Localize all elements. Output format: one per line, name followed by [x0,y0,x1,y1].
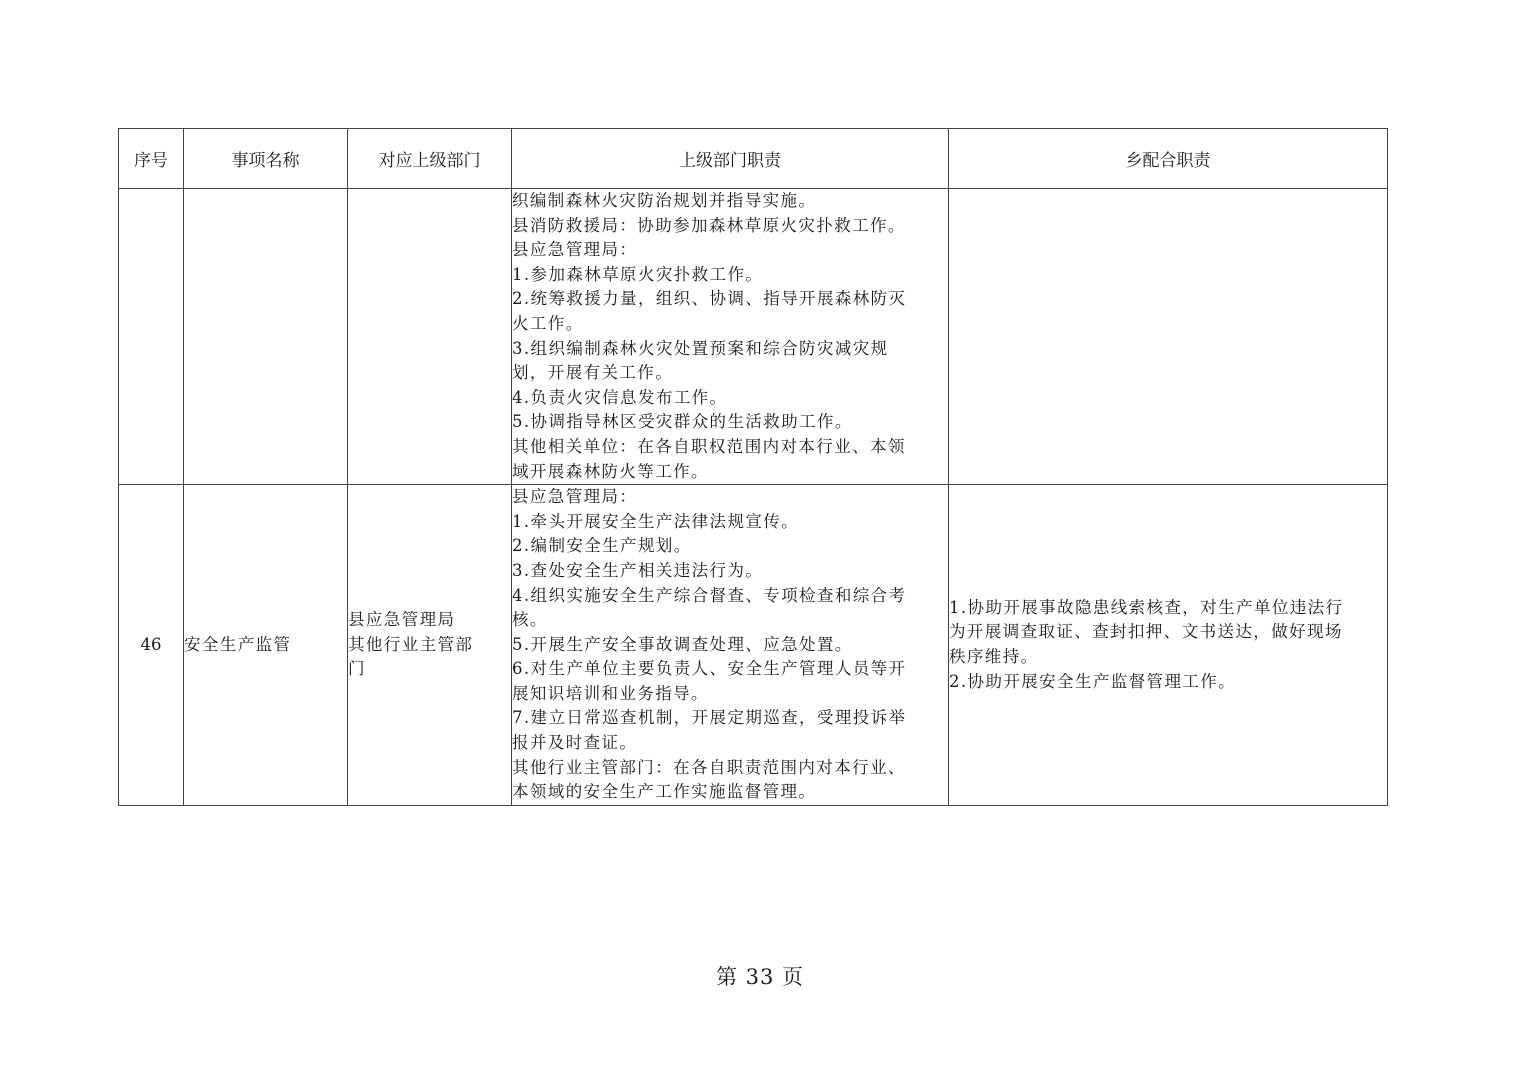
duty-line: 1.参加森林草原火灾扑救工作。 [512,264,764,284]
duty-line: 3.组织编制森林火灾处置预案和综合防灾减灾规 [512,338,889,358]
row-duty-cell [512,485,949,806]
duty-line: 报并及时查证。 [512,733,638,753]
row-coop-cell [949,189,1388,485]
row-coop-cell [949,485,1388,806]
duty-line: 4.负责火灾信息发布工作。 [512,387,728,407]
duty-line: 其他行业主管部门：在各自职责范围内对本行业、 [512,757,906,777]
row-seq-cell [119,189,184,485]
dept-line: 门 [348,659,366,679]
row-dept-cell [348,189,512,485]
coop-line: 1.协助开展事故隐患线索核查，对生产单位违法行 [949,597,1344,617]
duty-line: 4.组织实施安全生产综合督查、专项检查和综合考 [512,585,907,605]
duty-line: 3.查处安全生产相关违法行为。 [512,560,764,580]
header-superior-duty: 上级部门职责 [512,129,949,189]
dept-line: 其他行业主管部 [348,634,474,654]
duty-line: 5.协调指导林区受灾群众的生活救助工作。 [512,412,853,432]
row-duty-cell [512,189,949,485]
table-header-row [119,129,1388,189]
duty-line: 县应急管理局： [512,487,638,507]
header-seq: 序号 [119,129,184,189]
duty-line: 2.编制安全生产规划。 [512,536,692,556]
duty-line: 1.牵头开展安全生产法律法规宣传。 [512,511,800,531]
coop-line: 为开展调查取证、查封扣押、文书送达，做好现场 [949,622,1343,642]
table-row [119,189,1388,485]
duty-line: 火工作。 [512,313,584,333]
duty-line: 县应急管理局： [512,240,638,260]
coop-line: 2.协助开展安全生产监督管理工作。 [949,671,1237,691]
duty-line: 5.开展生产安全事故调查处理、应急处置。 [512,634,853,654]
dept-line: 县应急管理局 [348,610,456,630]
duty-line: 核。 [512,610,548,630]
duty-line: 其他相关单位：在各自职权范围内对本行业、本领 [512,436,906,456]
page-number: 第 33 页 [715,965,805,989]
duty-line: 展知识培训和业务指导。 [512,683,709,703]
row-dept-cell [348,485,512,806]
duty-line: 划，开展有关工作。 [512,363,674,383]
duty-table [118,128,1388,806]
duty-line: 7.建立日常巡查机制，开展定期巡查，受理投诉举 [512,708,907,728]
duty-line: 县消防救援局：协助参加森林草原火灾扑救工作。 [512,215,906,235]
table-row [119,485,1388,806]
row-item-cell: 安全生产监管 [184,485,348,806]
duty-line: 域开展森林防火等工作。 [512,461,709,481]
duty-line: 2.统筹救援力量，组织、协调、指导开展森林防灭 [512,289,907,309]
duty-line: 本领域的安全生产工作实施监督管理。 [512,782,817,802]
duty-line: 6.对生产单位主要负责人、安全生产管理人员等开 [512,659,907,679]
header-township-duty: 乡配合职责 [949,129,1388,189]
row-seq-cell: 46 [119,485,184,806]
duty-line: 织编制森林火灾防治规划并指导实施。 [512,191,817,210]
coop-line: 秩序维持。 [949,646,1039,666]
header-superior-dept: 对应上级部门 [348,129,512,189]
row-item-cell [184,189,348,485]
header-item-name: 事项名称 [184,129,348,189]
